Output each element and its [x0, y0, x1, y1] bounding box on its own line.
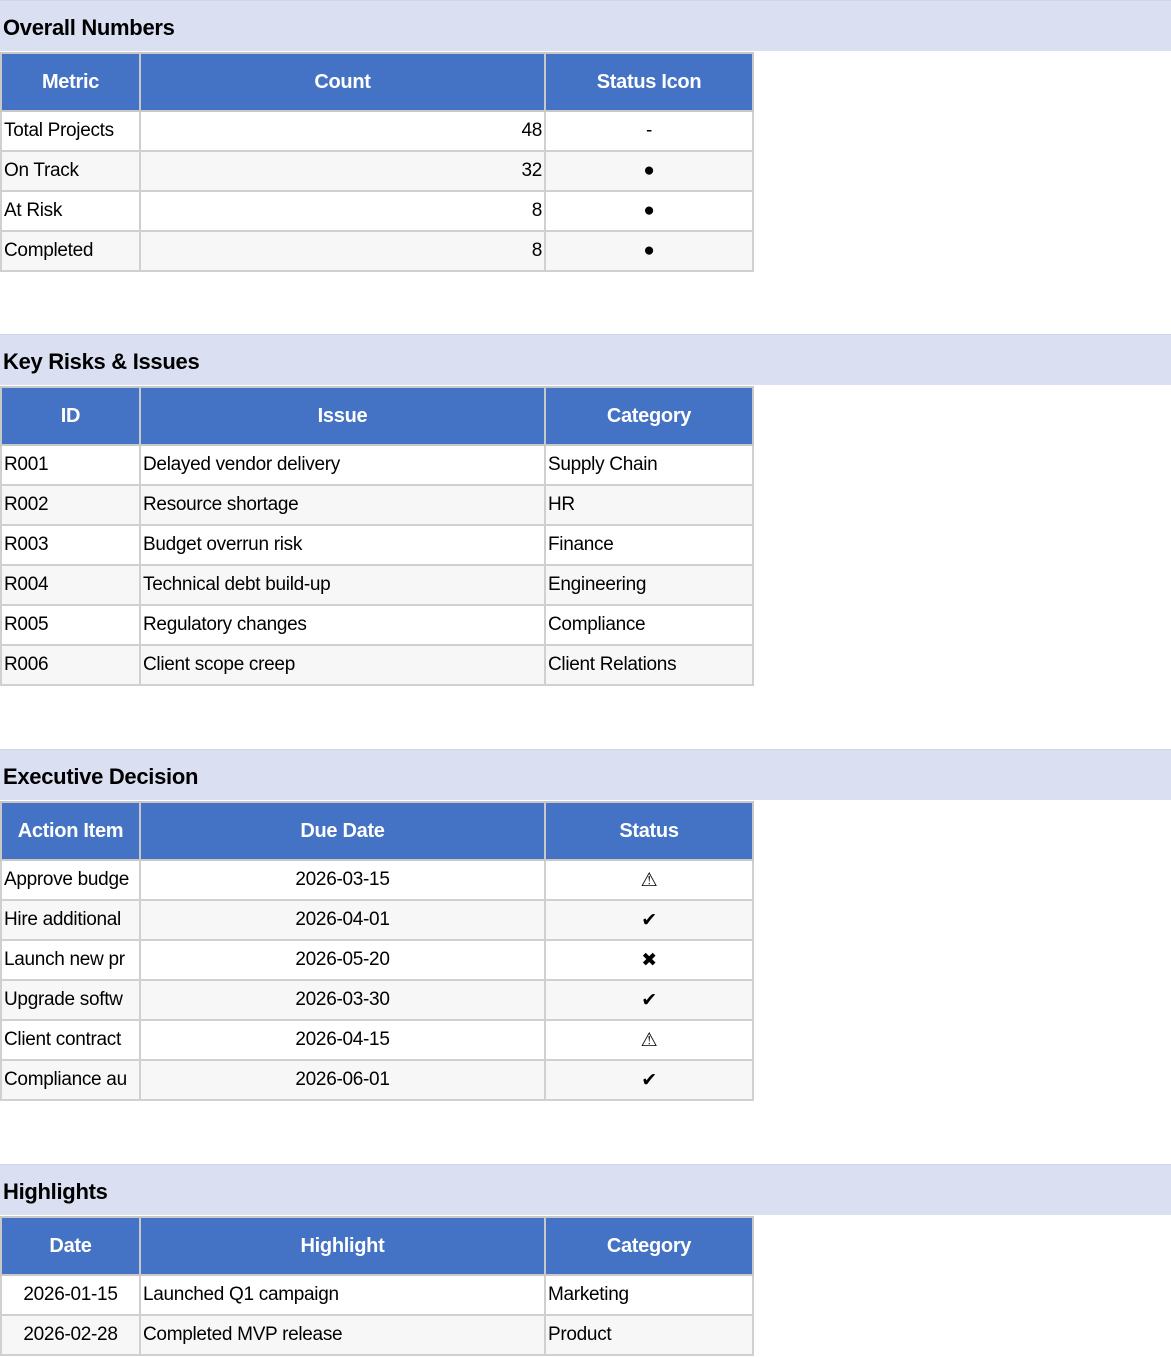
table-row — [1, 525, 753, 565]
due-date-cell[interactable]: 2026-05-20 — [140, 940, 545, 980]
issue-cell[interactable]: Technical debt build-up — [140, 565, 545, 605]
table-row — [1, 111, 753, 151]
count-cell[interactable]: 48 — [140, 111, 545, 151]
due-date-cell[interactable]: 2026-03-15 — [140, 860, 545, 900]
column-header-status: Status — [545, 802, 753, 860]
status-dot-icon[interactable]: ● — [545, 191, 753, 231]
column-header-due-date: Due Date — [140, 802, 545, 860]
metric-cell[interactable]: At Risk — [1, 191, 140, 231]
cross-icon[interactable]: ✖ — [545, 940, 753, 980]
category-cell[interactable]: Engineering — [545, 565, 753, 605]
column-header-action-item: Action Item — [1, 802, 140, 860]
key-risks-section — [0, 334, 1171, 686]
due-date-cell[interactable]: 2026-06-01 — [140, 1060, 545, 1100]
column-header-status-icon: Status Icon — [545, 53, 753, 111]
id-cell[interactable]: R001 — [1, 445, 140, 485]
highlight-cell[interactable]: Completed MVP release — [140, 1315, 545, 1355]
column-header-count: Count — [140, 53, 545, 111]
column-header-issue: Issue — [140, 387, 545, 445]
table-row — [1, 1315, 753, 1355]
id-cell[interactable]: R004 — [1, 565, 140, 605]
id-cell[interactable]: R002 — [1, 485, 140, 525]
table-row — [1, 151, 753, 191]
highlights-section — [0, 1164, 1171, 1356]
warning-icon[interactable]: ⚠ — [545, 860, 753, 900]
check-icon[interactable]: ✔ — [545, 1060, 753, 1100]
issue-cell[interactable]: Regulatory changes — [140, 605, 545, 645]
table-row — [1, 1275, 753, 1315]
table-row — [1, 645, 753, 685]
section-title: Overall Numbers — [0, 0, 1171, 51]
table-row — [1, 231, 753, 271]
table-row — [1, 980, 753, 1020]
column-header-date: Date — [1, 1217, 140, 1275]
category-cell[interactable]: Marketing — [545, 1275, 753, 1315]
column-header-category: Category — [545, 387, 753, 445]
column-header-highlight: Highlight — [140, 1217, 545, 1275]
category-cell[interactable]: Product — [545, 1315, 753, 1355]
section-title: Highlights — [0, 1164, 1171, 1215]
table-row — [1, 191, 753, 231]
due-date-cell[interactable]: 2026-04-01 — [140, 900, 545, 940]
status-dot-icon[interactable]: ● — [545, 151, 753, 191]
table-row — [1, 445, 753, 485]
table-row — [1, 565, 753, 605]
table-row — [1, 900, 753, 940]
table-row — [1, 860, 753, 900]
category-cell[interactable]: Supply Chain — [545, 445, 753, 485]
action-item-cell[interactable]: Upgrade softw — [1, 980, 140, 1020]
section-title: Key Risks & Issues — [0, 334, 1171, 385]
table-row — [1, 485, 753, 525]
executive-decision-table — [0, 801, 754, 1101]
column-header-category: Category — [545, 1217, 753, 1275]
overall-numbers-section — [0, 0, 1171, 272]
key-risks-table — [0, 386, 754, 686]
section-title: Executive Decision — [0, 749, 1171, 800]
category-cell[interactable]: Client Relations — [545, 645, 753, 685]
action-item-cell[interactable]: Launch new pr — [1, 940, 140, 980]
issue-cell[interactable]: Budget overrun risk — [140, 525, 545, 565]
table-row — [1, 1060, 753, 1100]
highlights-table — [0, 1216, 754, 1356]
action-item-cell[interactable]: Hire additional — [1, 900, 140, 940]
id-cell[interactable]: R006 — [1, 645, 140, 685]
date-cell[interactable]: 2026-01-15 — [1, 1275, 140, 1315]
count-cell[interactable]: 8 — [140, 191, 545, 231]
issue-cell[interactable]: Resource shortage — [140, 485, 545, 525]
issue-cell[interactable]: Delayed vendor delivery — [140, 445, 545, 485]
id-cell[interactable]: R005 — [1, 605, 140, 645]
action-item-cell[interactable]: Approve budge — [1, 860, 140, 900]
column-header-metric: Metric — [1, 53, 140, 111]
check-icon[interactable]: ✔ — [545, 900, 753, 940]
action-item-cell[interactable]: Compliance au — [1, 1060, 140, 1100]
date-cell[interactable]: 2026-02-28 — [1, 1315, 140, 1355]
executive-decision-section — [0, 749, 1171, 1101]
table-row — [1, 940, 753, 980]
action-item-cell[interactable]: Client contract — [1, 1020, 140, 1060]
metric-cell[interactable]: On Track — [1, 151, 140, 191]
highlight-cell[interactable]: Launched Q1 campaign — [140, 1275, 545, 1315]
count-cell[interactable]: 8 — [140, 231, 545, 271]
table-row — [1, 1020, 753, 1060]
due-date-cell[interactable]: 2026-03-30 — [140, 980, 545, 1020]
metric-cell[interactable]: Total Projects — [1, 111, 140, 151]
overall-numbers-table — [0, 52, 754, 272]
id-cell[interactable]: R003 — [1, 525, 140, 565]
category-cell[interactable]: HR — [545, 485, 753, 525]
due-date-cell[interactable]: 2026-04-15 — [140, 1020, 545, 1060]
status-dot-icon[interactable]: ● — [545, 231, 753, 271]
count-cell[interactable]: 32 — [140, 151, 545, 191]
category-cell[interactable]: Finance — [545, 525, 753, 565]
check-icon[interactable]: ✔ — [545, 980, 753, 1020]
metric-cell[interactable]: Completed — [1, 231, 140, 271]
issue-cell[interactable]: Client scope creep — [140, 645, 545, 685]
column-header-id: ID — [1, 387, 140, 445]
category-cell[interactable]: Compliance — [545, 605, 753, 645]
warning-icon[interactable]: ⚠ — [545, 1020, 753, 1060]
table-row — [1, 605, 753, 645]
status-icon[interactable]: - — [545, 111, 753, 151]
